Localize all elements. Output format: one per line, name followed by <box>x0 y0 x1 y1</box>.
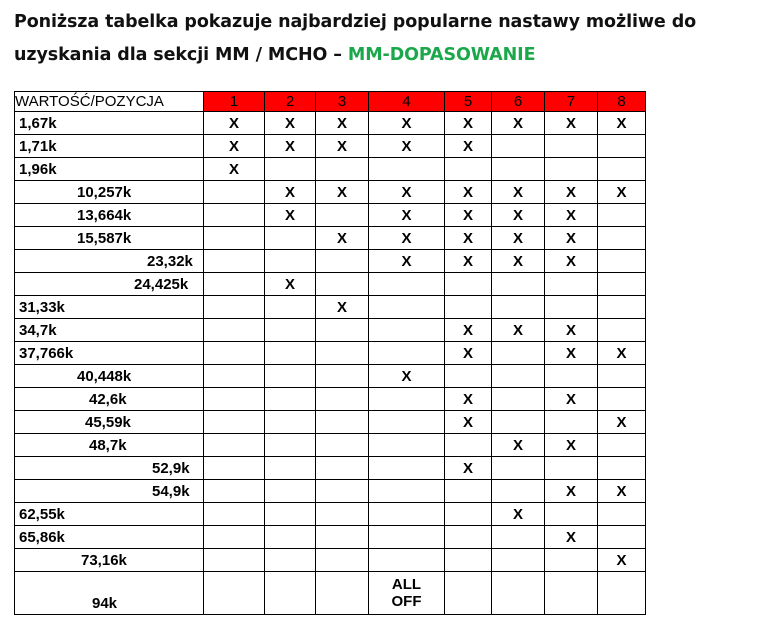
mark-cell: X <box>445 457 492 480</box>
empty-cell <box>316 457 369 480</box>
mark-cell: X <box>445 112 492 135</box>
empty-cell <box>545 572 598 615</box>
empty-cell <box>265 411 316 434</box>
empty-cell <box>265 296 316 319</box>
empty-cell <box>598 135 646 158</box>
all-off-note-line-2: OFF <box>391 593 422 610</box>
mark-cell: X <box>445 342 492 365</box>
mark-cell: X <box>369 181 445 204</box>
empty-cell <box>316 549 369 572</box>
mark-cell: X <box>204 158 265 181</box>
empty-cell <box>265 434 316 457</box>
empty-cell <box>545 457 598 480</box>
mark-cell: X <box>369 112 445 135</box>
mark-cell: X <box>598 411 646 434</box>
mark-cell: X <box>598 181 646 204</box>
table-row <box>15 250 646 273</box>
empty-cell <box>265 158 316 181</box>
empty-cell <box>492 365 545 388</box>
empty-cell <box>204 250 265 273</box>
empty-cell <box>545 365 598 388</box>
position-header-3: 3 <box>316 92 369 112</box>
mark-cell: X <box>545 204 598 227</box>
empty-cell <box>598 388 646 411</box>
empty-cell <box>204 411 265 434</box>
table-header-row <box>15 92 646 112</box>
empty-cell <box>265 365 316 388</box>
value-cell: 45,59k <box>15 411 204 434</box>
empty-cell <box>598 273 646 296</box>
mark-cell: X <box>265 181 316 204</box>
mark-cell: X <box>265 273 316 296</box>
table-row <box>15 181 646 204</box>
empty-cell <box>265 250 316 273</box>
empty-cell <box>316 388 369 411</box>
empty-cell <box>369 549 445 572</box>
table-row <box>15 273 646 296</box>
empty-cell <box>492 411 545 434</box>
heading-line-1: Poniższa tabelka pokazuje najbardziej popularne nastawy możliwe do <box>14 12 697 32</box>
mark-cell: X <box>369 227 445 250</box>
empty-cell <box>316 250 369 273</box>
empty-cell <box>369 503 445 526</box>
mark-cell: X <box>204 112 265 135</box>
mark-cell: X <box>545 480 598 503</box>
value-cell: 40,448k <box>15 365 204 388</box>
mark-cell: X <box>598 480 646 503</box>
empty-cell <box>445 296 492 319</box>
value-cell: 1,67k <box>15 112 204 135</box>
value-cell: 54,9k <box>15 480 204 503</box>
table-row <box>15 204 646 227</box>
mark-cell: X <box>316 227 369 250</box>
mark-cell: X <box>445 135 492 158</box>
empty-cell <box>316 526 369 549</box>
empty-cell <box>204 388 265 411</box>
mark-cell: X <box>492 250 545 273</box>
page-heading <box>14 6 754 72</box>
empty-cell <box>598 434 646 457</box>
mark-cell: X <box>445 250 492 273</box>
mark-cell: X <box>545 319 598 342</box>
empty-cell <box>265 319 316 342</box>
value-cell: 23,32k <box>15 250 204 273</box>
empty-cell <box>492 273 545 296</box>
empty-cell <box>204 296 265 319</box>
empty-cell <box>369 480 445 503</box>
all-off-note <box>369 572 445 615</box>
table-row <box>15 112 646 135</box>
empty-cell <box>265 342 316 365</box>
mark-cell: X <box>598 549 646 572</box>
empty-cell <box>545 273 598 296</box>
empty-cell <box>445 572 492 615</box>
empty-cell <box>204 434 265 457</box>
empty-cell <box>369 411 445 434</box>
mark-cell: X <box>492 319 545 342</box>
empty-cell <box>204 227 265 250</box>
empty-cell <box>204 480 265 503</box>
table-row <box>15 549 646 572</box>
empty-cell <box>316 342 369 365</box>
empty-cell <box>598 365 646 388</box>
mark-cell: X <box>492 181 545 204</box>
empty-cell <box>492 158 545 181</box>
value-cell: 13,664k <box>15 204 204 227</box>
mark-cell: X <box>492 112 545 135</box>
table-row <box>15 227 646 250</box>
mark-cell: X <box>492 503 545 526</box>
mark-cell: X <box>369 365 445 388</box>
empty-cell <box>204 365 265 388</box>
value-cell: 94k <box>15 572 204 615</box>
mark-cell: X <box>492 204 545 227</box>
mark-cell: X <box>545 342 598 365</box>
table-row <box>15 503 646 526</box>
empty-cell <box>316 480 369 503</box>
empty-cell <box>598 572 646 615</box>
mark-cell: X <box>369 204 445 227</box>
empty-cell <box>492 135 545 158</box>
mark-cell: X <box>492 227 545 250</box>
empty-cell <box>316 365 369 388</box>
all-off-note-line-1: ALL <box>391 576 422 593</box>
mark-cell: X <box>316 181 369 204</box>
empty-cell <box>598 526 646 549</box>
mark-cell: X <box>445 388 492 411</box>
empty-cell <box>492 342 545 365</box>
mark-cell: X <box>598 112 646 135</box>
mark-cell: X <box>445 227 492 250</box>
mark-cell: X <box>545 526 598 549</box>
table-row <box>15 365 646 388</box>
empty-cell <box>598 457 646 480</box>
mark-cell: X <box>316 135 369 158</box>
mark-cell: X <box>369 250 445 273</box>
empty-cell <box>316 411 369 434</box>
empty-cell <box>316 572 369 615</box>
mark-cell: X <box>369 135 445 158</box>
mark-cell: X <box>545 181 598 204</box>
empty-cell <box>369 342 445 365</box>
empty-cell <box>445 158 492 181</box>
empty-cell <box>445 273 492 296</box>
value-cell: 62,55k <box>15 503 204 526</box>
mark-cell: X <box>445 319 492 342</box>
value-cell: 73,16k <box>15 549 204 572</box>
empty-cell <box>492 549 545 572</box>
value-cell: 37,766k <box>15 342 204 365</box>
value-cell: 10,257k <box>15 181 204 204</box>
mark-cell: X <box>265 112 316 135</box>
table-row <box>15 411 646 434</box>
empty-cell <box>265 526 316 549</box>
empty-cell <box>316 503 369 526</box>
value-cell: 15,587k <box>15 227 204 250</box>
empty-cell <box>598 250 646 273</box>
empty-cell <box>316 204 369 227</box>
empty-cell <box>316 273 369 296</box>
empty-cell <box>445 503 492 526</box>
mark-cell: X <box>445 204 492 227</box>
empty-cell <box>369 273 445 296</box>
empty-cell <box>204 181 265 204</box>
table-row <box>15 457 646 480</box>
empty-cell <box>265 457 316 480</box>
empty-cell <box>598 319 646 342</box>
mark-cell: X <box>265 135 316 158</box>
position-header-5: 5 <box>445 92 492 112</box>
empty-cell <box>598 296 646 319</box>
value-cell: 1,96k <box>15 158 204 181</box>
mark-cell: X <box>492 434 545 457</box>
position-header-2: 2 <box>265 92 316 112</box>
empty-cell <box>369 319 445 342</box>
empty-cell <box>369 388 445 411</box>
empty-cell <box>492 457 545 480</box>
empty-cell <box>204 319 265 342</box>
empty-cell <box>545 503 598 526</box>
mark-cell: X <box>545 434 598 457</box>
value-cell: 52,9k <box>15 457 204 480</box>
empty-cell <box>492 388 545 411</box>
value-cell: 48,7k <box>15 434 204 457</box>
table-row <box>15 572 646 615</box>
position-header-4: 4 <box>369 92 445 112</box>
empty-cell <box>369 158 445 181</box>
empty-cell <box>265 480 316 503</box>
empty-cell <box>265 549 316 572</box>
empty-cell <box>445 526 492 549</box>
empty-cell <box>492 526 545 549</box>
empty-cell <box>316 158 369 181</box>
empty-cell <box>492 480 545 503</box>
mark-cell: X <box>545 227 598 250</box>
empty-cell <box>316 434 369 457</box>
value-cell: 65,86k <box>15 526 204 549</box>
position-header-7: 7 <box>545 92 598 112</box>
heading-line-2 <box>14 39 754 72</box>
empty-cell <box>598 204 646 227</box>
empty-cell <box>598 227 646 250</box>
empty-cell <box>545 296 598 319</box>
table-row <box>15 135 646 158</box>
table-row <box>15 296 646 319</box>
mark-cell: X <box>445 181 492 204</box>
empty-cell <box>204 273 265 296</box>
mark-cell: X <box>545 250 598 273</box>
empty-cell <box>204 342 265 365</box>
empty-cell <box>204 457 265 480</box>
empty-cell <box>204 572 265 615</box>
empty-cell <box>265 388 316 411</box>
empty-cell <box>369 296 445 319</box>
mark-cell: X <box>265 204 316 227</box>
table-row <box>15 342 646 365</box>
empty-cell <box>545 411 598 434</box>
empty-cell <box>492 572 545 615</box>
value-cell: 1,71k <box>15 135 204 158</box>
heading-line-2-text: uzyskania dla sekcji MM / MCHO – <box>14 45 348 65</box>
empty-cell <box>445 480 492 503</box>
table-row <box>15 319 646 342</box>
empty-cell <box>445 549 492 572</box>
mark-cell: X <box>316 112 369 135</box>
empty-cell <box>545 135 598 158</box>
mark-cell: X <box>598 342 646 365</box>
table-row <box>15 388 646 411</box>
empty-cell <box>545 158 598 181</box>
empty-cell <box>545 549 598 572</box>
table-row <box>15 434 646 457</box>
empty-cell <box>492 296 545 319</box>
mark-cell: X <box>545 388 598 411</box>
empty-cell <box>598 158 646 181</box>
table-row <box>15 526 646 549</box>
empty-cell <box>598 503 646 526</box>
empty-cell <box>445 365 492 388</box>
empty-cell <box>265 572 316 615</box>
value-cell: 34,7k <box>15 319 204 342</box>
position-header-6: 6 <box>492 92 545 112</box>
empty-cell <box>265 503 316 526</box>
empty-cell <box>369 526 445 549</box>
empty-cell <box>445 434 492 457</box>
empty-cell <box>204 526 265 549</box>
position-header-1: 1 <box>204 92 265 112</box>
mark-cell: X <box>545 112 598 135</box>
mark-cell: X <box>204 135 265 158</box>
mark-cell: X <box>445 411 492 434</box>
empty-cell <box>204 549 265 572</box>
empty-cell <box>316 319 369 342</box>
table-row <box>15 480 646 503</box>
mark-cell: X <box>316 296 369 319</box>
value-column-header: WARTOŚĆ/POZYCJA <box>15 92 204 112</box>
table-row <box>15 158 646 181</box>
empty-cell <box>369 457 445 480</box>
empty-cell <box>204 204 265 227</box>
position-header-8: 8 <box>598 92 646 112</box>
value-cell: 24,425k <box>15 273 204 296</box>
heading-accent-text: MM-DOPASOWANIE <box>347 45 536 65</box>
empty-cell <box>265 227 316 250</box>
settings-table <box>14 91 646 615</box>
value-cell: 42,6k <box>15 388 204 411</box>
empty-cell <box>204 503 265 526</box>
value-cell: 31,33k <box>15 296 204 319</box>
empty-cell <box>369 434 445 457</box>
